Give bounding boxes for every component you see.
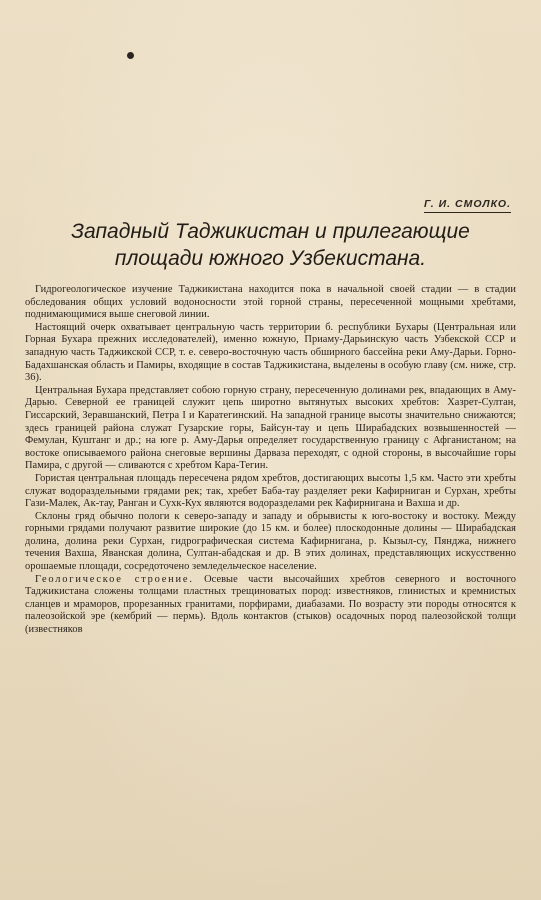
paragraph-intro: Гидрогеологическое изучение Таджикистана находится пока в начальной своей стадии — в стадии обследования общих условий водоносности этой горной страны, пересеченной мощными хребтами, поднимающимися выше снеговой линии. [25, 284, 516, 321]
title-line-2: площади южного Узбекистана. [114, 247, 427, 270]
geology-heading: Геологическое строение. [35, 573, 194, 585]
author-name: Г. И. СМОЛКО. [424, 198, 511, 213]
article-body [25, 284, 516, 637]
title-line-1: Западный Таджикистан и прилегающие [71, 220, 470, 243]
author-block [424, 194, 511, 213]
punch-hole-mark [127, 52, 134, 59]
paragraph-geology [25, 574, 516, 637]
paragraph-boundaries: Центральная Бухара представляет собою горную страну, пересеченную долинами рек, впадающих в Аму-Дарью. Северной ее границей служит цепь широтно вытянутых высоких хребтов: Хазрет-Султан, Гиссарский, Зеравшанский, Петра I и Каратегинский. На западной границе высоты значительно снижаются; здесь границей района служат Гузарские горы, Байсун-тау и цепь Ширабадских возвышенностей — Фемулан, Куштанг и др.; на юге р. Аму-Дарья определяет государственную границу с Афганистаном; на востоке описываемого района снеговые вершины Дарваза переходят, с одной стороны, в высочайшие горы Памира, с другой — сливаются с хребтом Кара-Тегин. [25, 384, 516, 472]
paragraph-ranges: Гористая центральная площадь пересечена рядом хребтов, достигающих высоты 1,5 км. Часто эти хребты служат водораздельными грядами рек; так, хребет Баба-тау разделяет реки Кафирниган и Сурхан, хребты Гази-Малек, Ак-тау, Ранган и Сухк-Кух являются водоразделами рек Кафирнигана и Вахша и др. [25, 472, 516, 510]
paragraph-valleys: Склоны гряд обычно пологи к северо-западу и западу и обрывисты к юго-востоку и востоку. Между горными грядами получают развитие широкие (до 15 км. и более) плоскодонные долины — Ширабадская долина, долина реки Сурхан, гидрографическая система Кафирнигана, р. Кызыл-су, Пянджа, нижнего течения Вахша, Яванская долина, Султан-абадская и др. В этих долинах, представляющих искусственно орошаемые площади, сосредоточено земледельческое население. [25, 510, 516, 573]
article-title [24, 218, 517, 272]
geology-text: Осевые части высочайших хребтов северного и восточного Таджикистана сложены толщами пластных трещиноватых пород: известняков, глинистых и кремнистых сланцев и мраморов, прорезанных гранитами, порфирами, диабазами. По возрасту эти породы относятся к палеозойской эре (кембрий — пермь). Вдоль контактов (стыков) осадочных пород палеозойской толщи (известняков [25, 573, 516, 636]
paragraph-scope: Настоящий очерк охватывает центральную часть территории б. республики Бухары (Центральная или Горная Бухара прежних исследователей), именно южную, Приаму-Дарьинскую часть Узбекской ССР и западную часть Таджикской ССР, т. е. северо-восточную часть обширного бассейна реки Аму-Дарьи. Горно-Бадахшанская область и Памиры, входящие в состав Таджикистана, выделены в особую главу (см. ниже, стр. 36). [25, 321, 516, 384]
